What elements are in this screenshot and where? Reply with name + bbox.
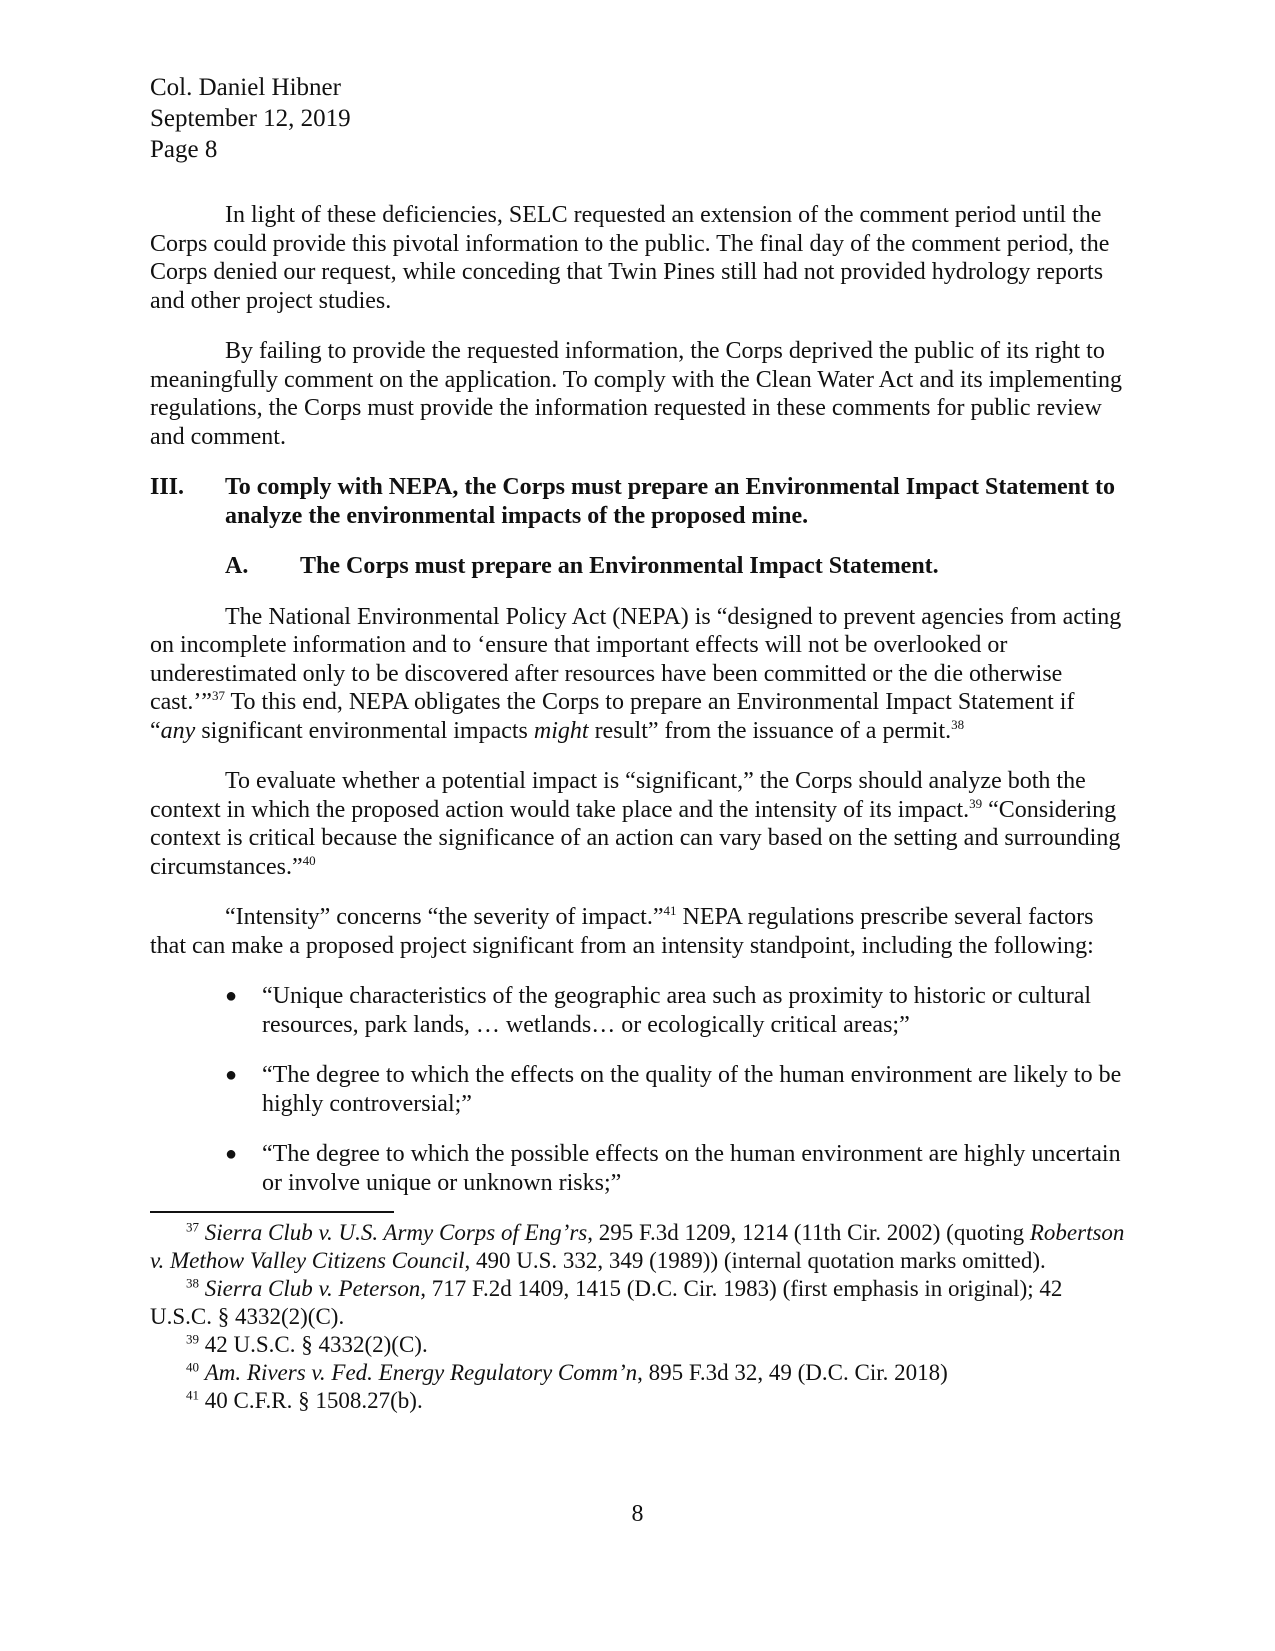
footnote-ref-37[interactable]: 37 [211,688,225,703]
footnote-40 [150,1359,1125,1387]
footnote-38 [150,1275,1125,1331]
citation-text: , 490 U.S. 332, 349 (1989)) (internal quotation marks omitted). [464,1248,1046,1273]
footnote-37 [150,1219,1125,1275]
nepa-text-2: To this end, NEPA obligates the Corps to prepare an Environmental Impact Statement if “ [150,689,1075,744]
nepa-text-4: result” from the issuance of a permit. [588,717,952,744]
footnote-number: 40 [186,1359,199,1375]
footnote-ref-39[interactable]: 39 [969,795,983,811]
page-number: 8 [631,1501,644,1527]
nepa-text-1: The National Environmental Policy Act (NEPA) is “designed to prevent agencies from acting on incomplete information and to ‘ensure that important effects will not be overlooked or underestimated only to be discovered after resources have been committed or the die otherwise cast.’” [150,603,1122,715]
citation-text: , 895 F.3d 32, 49 (D.C. Cir. 2018) [637,1360,948,1385]
bullet-text: “The degree to which the effects on the quality of the human environment are likely to be highly controversial;” [262,1062,1122,1117]
bullet-text: “The degree to which the possible effects on the human environment are highly uncertain or involve unique or unknown risks;” [262,1141,1121,1196]
paragraph-extension-request: In light of these deficiencies, SELC requested an extension of the comment period until the Corps could provide this pivotal information to the public. The final day of the comment period, the Corps denied our request, while conceding that Twin Pines still had not provided hydrology reports and other project studies. [150,202,1110,314]
letter-header [150,72,1125,165]
subsection-letter: A. [225,553,249,579]
section-number: III. [150,474,185,500]
footnote-number: 38 [186,1275,199,1291]
intensity-text-1: “Intensity” concerns “the severity of impact.” [225,904,664,930]
footnote-number: 41 [186,1387,199,1403]
case-name: Sierra Club v. Peterson, [204,1276,426,1301]
date-line: September 12, 2019 [150,105,351,132]
emphasis-any: any [160,717,196,744]
list-item [225,982,1125,1039]
citation-text: , 295 F.3d 1209, 1214 (11th Cir. 2002) (quoting [587,1220,1030,1245]
subsection-heading [225,552,1125,581]
footnote-39 [150,1331,1125,1359]
paragraph-significance [150,767,1125,881]
case-name: Sierra Club v. U.S. Army Corps of Eng’rs [204,1220,588,1245]
paragraph-intensity [150,903,1125,960]
case-name: Am. Rivers v. Fed. Energy Regulatory Comm’n [204,1360,638,1385]
emphasis-might: might [533,717,589,744]
recipient-line: Col. Daniel Hibner [150,74,341,101]
significance-text-1: To evaluate whether a potential impact is “significant,” the Corps should analyze both the context in which the proposed action would take place and the intensity of its impact. [150,768,1086,823]
nepa-text-3: significant environmental impacts [195,717,534,744]
citation-text: 717 F.2d 1409, 1415 (D.C. Cir. 1983) (first emphasis in original); 42 U.S.C. § 4332(2)(C). [150,1276,1063,1329]
intensity-text-2: NEPA regulations prescribe several factors that can make a proposed project significant from an intensity standpoint, including the following: [150,904,1094,959]
page-line: Page 8 [150,136,218,163]
subsection-title: The Corps must prepare an Environmental Impact Statement. [300,553,939,579]
list-item [225,1140,1125,1197]
section-heading [150,473,1125,530]
paragraph-deprived-public: By failing to provide the requested information, the Corps deprived the public of its right to meaningfully comment on the application. To comply with the Clean Water Act and its implementing regulations, the Corps must provide the information requested in these comments for public review and comment. [150,338,1122,450]
citation-text: 42 U.S.C. § 4332(2)(C). [199,1332,428,1357]
bullet-text: “Unique characteristics of the geographic area such as proximity to historic or cultural resources, park lands, … wetlands… or ecologically critical areas;” [262,983,1092,1038]
footnote-number: 37 [186,1219,199,1235]
footnote-divider [150,1211,394,1213]
citation-text: 40 C.F.R. § 1508.27(b). [199,1388,423,1413]
bullet-icon: ● [225,985,238,1007]
paragraph-nepa [150,603,1125,746]
section-title: To comply with NEPA, the Corps must prepare an Environmental Impact Statement to analyze the environmental impacts of the proposed mine. [225,474,1116,529]
footnote-number: 39 [186,1331,199,1347]
intensity-factors-list [150,982,1125,1197]
footnote-41 [150,1387,1125,1415]
footnote-ref-40[interactable]: 40 [302,852,316,868]
footnote-ref-41[interactable]: 41 [663,903,677,918]
footnotes [150,1219,1125,1415]
footnote-ref-38[interactable]: 38 [951,716,965,732]
list-item [225,1061,1125,1118]
bullet-icon: ● [225,1143,238,1165]
case-name: Robertson v. Methow Valley Citizens Council [150,1220,1125,1273]
bullet-icon: ● [225,1064,238,1086]
significance-text-2: “Considering context is critical because the significance of an action can vary based on the setting and surrounding circumstances.” [150,796,1121,880]
